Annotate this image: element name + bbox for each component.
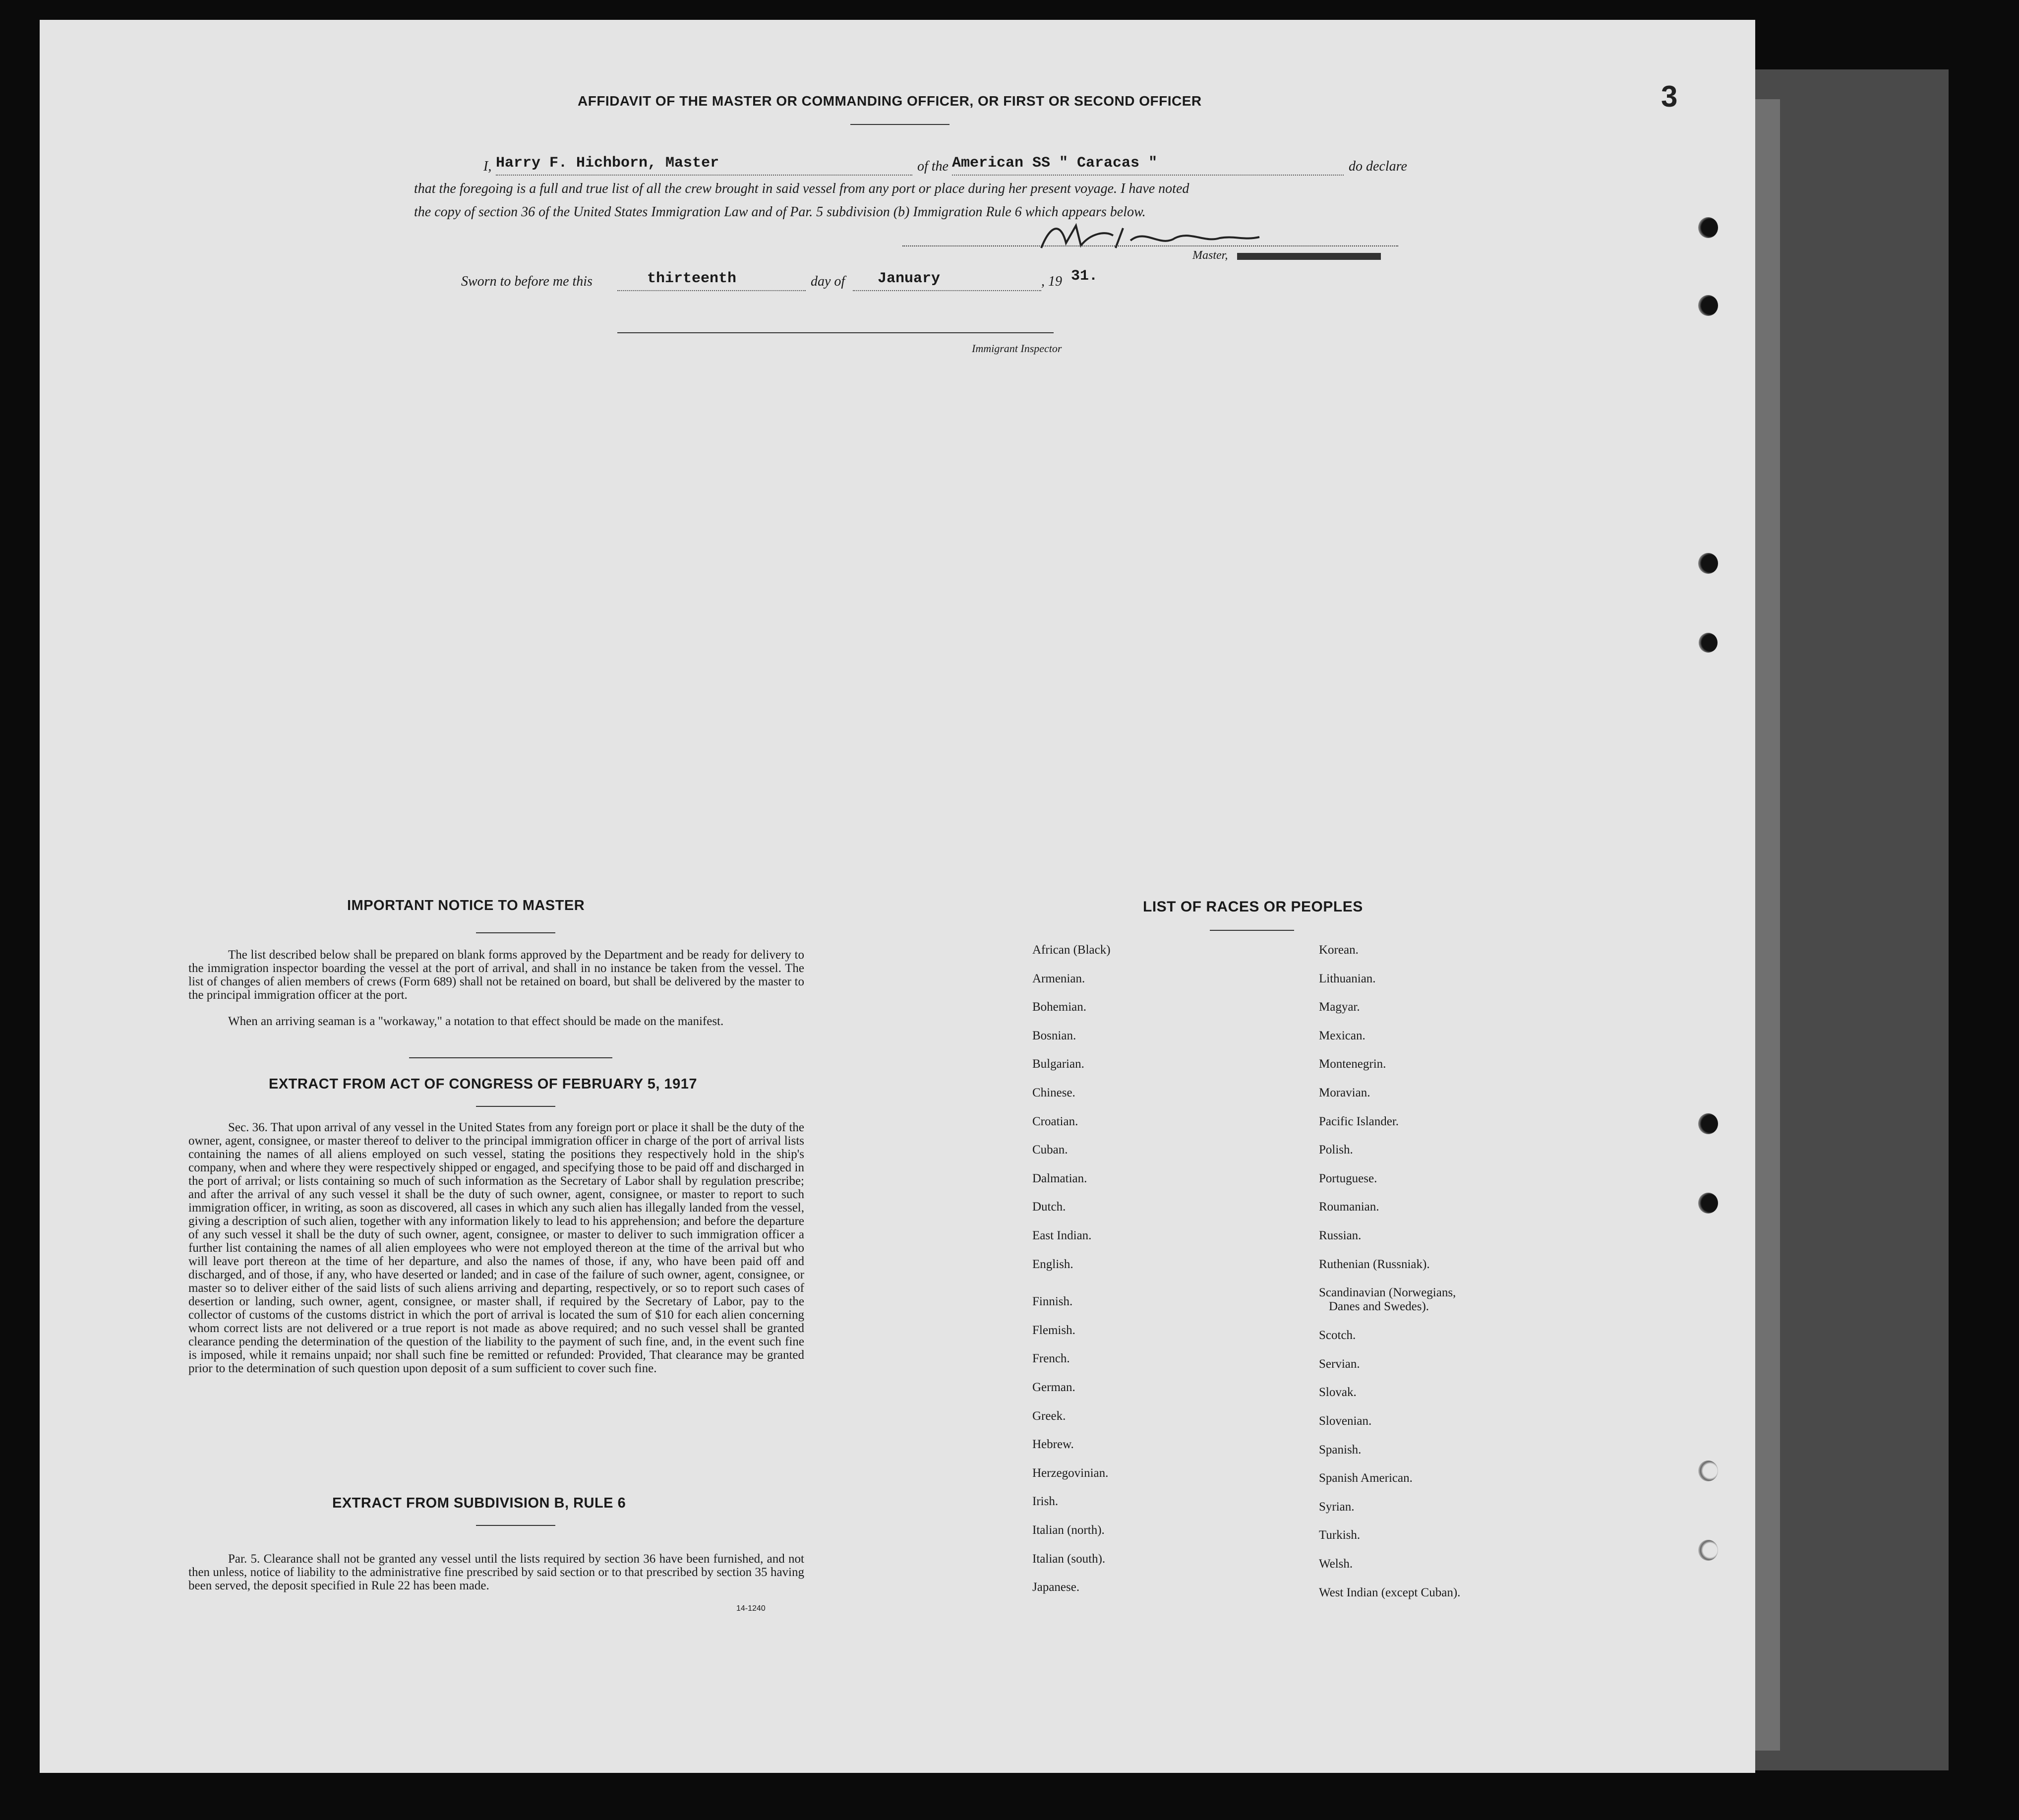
race-item: Bulgarian. bbox=[1032, 1057, 1084, 1071]
extract-rule-text: Par. 5. Clearance shall not be granted any vessel until the lists required by section 36 have been furnished, and not then unless, notice of liability to the administrative fine prescribed by said section or to that prescribed by section 35 having been served, the deposit specified in Rule 22 has been made. bbox=[188, 1552, 804, 1592]
races-underline bbox=[1210, 930, 1294, 931]
master-signature bbox=[1031, 213, 1289, 258]
month-line bbox=[853, 290, 1041, 291]
race-item: Japanese. bbox=[1032, 1580, 1080, 1594]
race-item: West Indian (except Cuban). bbox=[1319, 1586, 1461, 1599]
struck-out-title bbox=[1237, 253, 1381, 260]
race-item: Bosnian. bbox=[1032, 1029, 1076, 1042]
race-item: Cuban. bbox=[1032, 1143, 1068, 1156]
master-caption: Master, bbox=[1192, 249, 1228, 262]
master-name: Harry F. Hichborn, Master bbox=[496, 155, 719, 172]
race-item: Spanish. bbox=[1319, 1443, 1362, 1456]
notice-paragraph-2: When an arriving seaman is a "workaway," a notation to that effect should be made on the manifest. bbox=[228, 1015, 724, 1028]
notice-underline bbox=[476, 932, 555, 933]
race-item: Mexican. bbox=[1319, 1029, 1366, 1042]
affidavit-of-the: of the bbox=[917, 159, 949, 174]
vessel-name: American SS " Caracas " bbox=[952, 155, 1158, 172]
race-item: Irish. bbox=[1032, 1495, 1059, 1508]
title-underline bbox=[850, 124, 950, 125]
sworn-month: January bbox=[878, 270, 941, 287]
race-item: Bohemian. bbox=[1032, 1000, 1087, 1014]
race-item: German. bbox=[1032, 1381, 1075, 1394]
race-item: Danes and Swedes). bbox=[1329, 1300, 1429, 1313]
sworn-prefix: Sworn to before me this bbox=[461, 274, 593, 289]
race-item: Hebrew. bbox=[1032, 1438, 1074, 1451]
race-item: East Indian. bbox=[1032, 1229, 1092, 1242]
inspector-caption: Immigrant Inspector bbox=[972, 342, 1062, 355]
signature-line bbox=[902, 245, 1398, 246]
sworn-day: thirteenth bbox=[647, 270, 737, 287]
race-item: Scotch. bbox=[1319, 1329, 1356, 1342]
race-item: Pacific Islander. bbox=[1319, 1115, 1399, 1128]
race-item: Slovenian. bbox=[1319, 1414, 1372, 1428]
form-number: 14-1240 bbox=[736, 1604, 766, 1613]
corner-page-mark: 3 bbox=[1661, 80, 1678, 113]
master-name-line bbox=[496, 175, 912, 176]
extract-act-underline bbox=[476, 1106, 555, 1107]
race-item: Servian. bbox=[1319, 1357, 1360, 1371]
race-item: French. bbox=[1032, 1352, 1070, 1365]
race-item: Syrian. bbox=[1319, 1500, 1355, 1514]
race-item: Scandinavian (Norwegians, bbox=[1319, 1286, 1456, 1299]
race-item: Moravian. bbox=[1319, 1086, 1370, 1099]
race-item: Chinese. bbox=[1032, 1086, 1075, 1099]
race-item: Dalmatian. bbox=[1032, 1172, 1087, 1185]
race-item: Portuguese. bbox=[1319, 1172, 1377, 1185]
notice-title: IMPORTANT NOTICE TO MASTER bbox=[347, 898, 585, 913]
race-item: English. bbox=[1032, 1258, 1073, 1271]
punch-hole bbox=[1698, 553, 1718, 574]
race-item: Dutch. bbox=[1032, 1200, 1066, 1213]
races-title: LIST OF RACES OR PEOPLES bbox=[1143, 899, 1363, 915]
race-item: Roumanian. bbox=[1319, 1200, 1379, 1213]
race-item: Russian. bbox=[1319, 1229, 1362, 1242]
race-item: Turkish. bbox=[1319, 1528, 1361, 1542]
notice-paragraph-1: The list described below shall be prepared on blank forms approved by the Department and be ready for delivery to the immigration inspector boarding the vessel at the port of arrival, and shall in no instance be taken from the vessel. The list of changes of alien members of crews (Form 689) shall not be retained on board, but shall be delivered by the master to the principal immigration officer at the port. bbox=[188, 948, 804, 1002]
race-item: Finnish. bbox=[1032, 1295, 1073, 1308]
race-item: Magyar. bbox=[1319, 1000, 1360, 1014]
day-of: day of bbox=[811, 274, 845, 289]
inspector-signature-line bbox=[617, 332, 1054, 333]
race-item: Polish. bbox=[1319, 1143, 1353, 1156]
affidavit-line-3: the copy of section 36 of the United States Immigration Law and of Par. 5 subdivision (b) Immigration Rule 6 which appears below. bbox=[414, 204, 1146, 220]
document-page bbox=[40, 20, 1755, 1773]
extract-rule-title: EXTRACT FROM SUBDIVISION B, RULE 6 bbox=[332, 1495, 626, 1511]
race-item: Korean. bbox=[1319, 943, 1359, 957]
extract-act-text: Sec. 36. That upon arrival of any vessel in the United States from any foreign port or place it shall be the duty of the owner, agent, consignee, or master thereof to deliver to the principal immigration officer in charge of the port of arrival lists containing the names of all aliens employed on such vessel, stating the positions they respectively hold in the ship's company, when and where they were respectively shipped or engaged, and specifying those to be paid off and discharged in the port of arrival; or lists containing so much of such information as the Secretary of Labor shall by regulation prescribe; and after the arrival of any such vessel it shall be the duty of such owner, agent, consignee, or master to report to such immigration officer, in writing, as soon as discovered, all cases in which any such alien has illegally landed from the vessel, giving a description of such alien, together with any information likely to lead to his apprehension; and before the departure of any such vessel it shall be the duty of such owner, agent, consignee, or master to deliver to such immigration officer a further list containing the names of all alien employees who were not employed thereon at the time of the arrival but who will leave port thereon at the time of her departure, and also the names of those, if any, who have been paid off and discharged, and of those, if any, who have deserted or landed; and in case of the failure of such owner, agent, consignee, or master so to deliver either of the said lists of such aliens arriving and departing, respectively, or so to report such cases of desertion or landing, such owner, agent, consignee, or master shall, if required by the Secretary of Labor, pay to the collector of customs of the customs district in which the port of arrival is located the sum of $10 for each alien concerning whom correct lists are not delivered or a true report is not made as above required; and no such vessel shall be granted clearance pending the determination of the question of the liability to the payment of such fine, and, in the event such fine is imposed, while it remains unpaid; nor shall such fine be remitted or refunded: Provided, That clearance may be granted prior to the determination of such question upon deposit of a sum sufficient to cover such fine. bbox=[188, 1121, 804, 1375]
race-item: Italian (north). bbox=[1032, 1523, 1105, 1537]
race-item: Montenegrin. bbox=[1319, 1057, 1386, 1071]
race-item: Italian (south). bbox=[1032, 1552, 1106, 1566]
extract-rule-underline bbox=[476, 1525, 555, 1526]
extract-act-title: EXTRACT FROM ACT OF CONGRESS OF FEBRUARY 5, 1917 bbox=[269, 1076, 698, 1092]
sworn-year: 31. bbox=[1071, 268, 1098, 285]
punch-hole bbox=[1698, 1540, 1718, 1561]
punch-hole bbox=[1698, 1460, 1718, 1481]
punch-hole bbox=[1698, 217, 1718, 238]
race-item: Lithuanian. bbox=[1319, 972, 1376, 985]
race-item: African (Black) bbox=[1032, 943, 1111, 957]
year-prefix: , 19 bbox=[1041, 274, 1062, 289]
vessel-line bbox=[952, 175, 1344, 176]
race-item: Welsh. bbox=[1319, 1557, 1353, 1571]
punch-hole bbox=[1698, 1113, 1718, 1134]
affidavit-line-2: that the foregoing is a full and true list of all the crew brought in said vessel from any port or place during her present voyage. I have noted bbox=[414, 181, 1189, 196]
race-item: Herzegovinian. bbox=[1032, 1466, 1109, 1480]
affidavit-i: I, bbox=[483, 159, 492, 174]
race-item: Spanish American. bbox=[1319, 1471, 1413, 1485]
punch-hole bbox=[1698, 1193, 1718, 1213]
affidavit-title: AFFIDAVIT OF THE MASTER OR COMMANDING OFFICER, OR FIRST OR SECOND OFFICER bbox=[578, 93, 1202, 109]
race-item: Croatian. bbox=[1032, 1115, 1078, 1128]
race-item: Slovak. bbox=[1319, 1386, 1357, 1399]
race-item: Greek. bbox=[1032, 1409, 1066, 1423]
notice-divider bbox=[409, 1057, 612, 1058]
affidavit-do-declare: do declare bbox=[1349, 159, 1407, 174]
day-line bbox=[617, 290, 806, 291]
punch-hole bbox=[1699, 633, 1718, 653]
race-item: Ruthenian (Russniak). bbox=[1319, 1258, 1430, 1271]
punch-hole bbox=[1698, 295, 1718, 316]
race-item: Flemish. bbox=[1032, 1324, 1075, 1337]
race-item: Armenian. bbox=[1032, 972, 1085, 985]
